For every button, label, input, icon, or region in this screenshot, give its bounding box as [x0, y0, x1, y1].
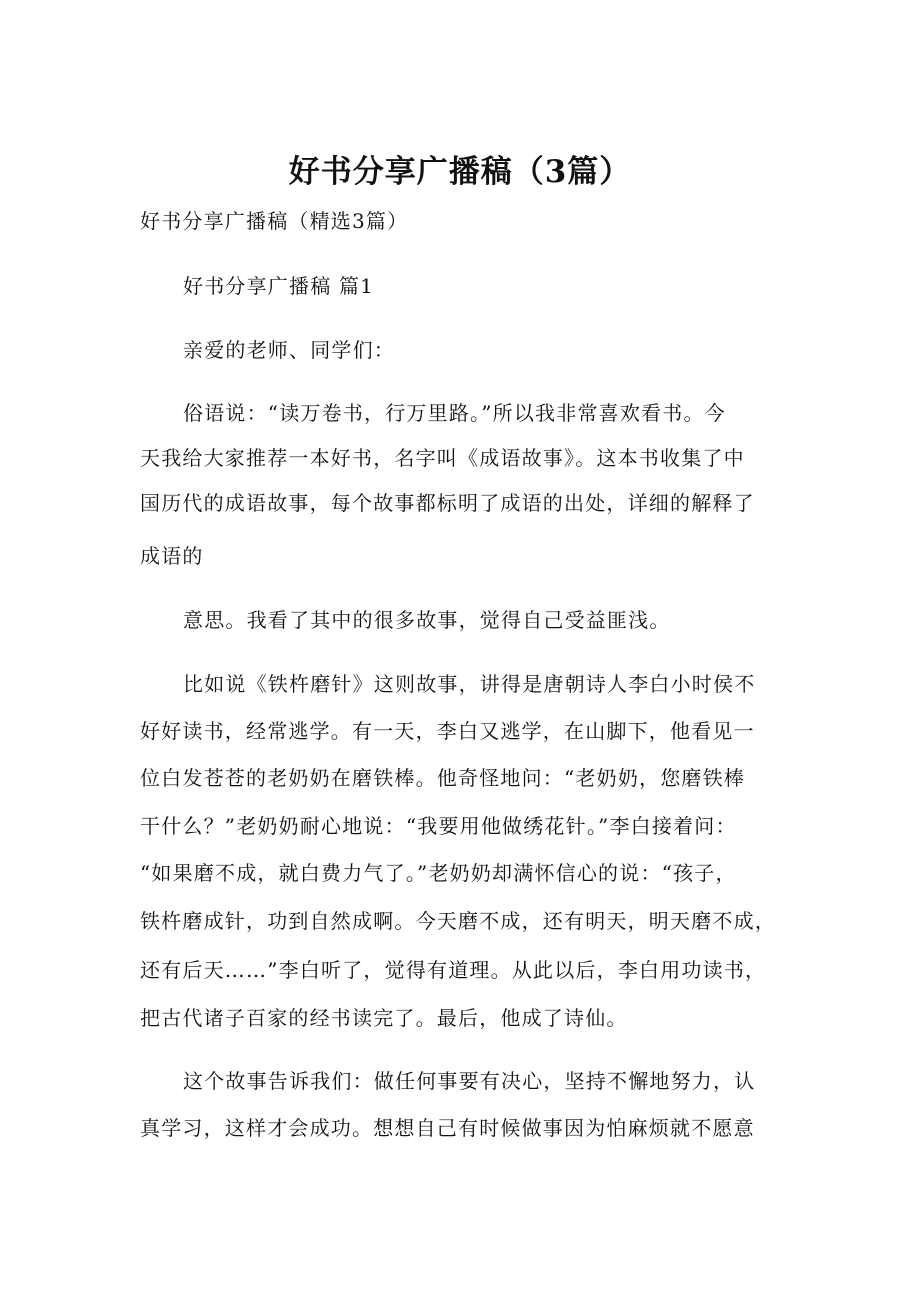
paragraph-line: 干什么？”老奶奶耐心地说：“我要用他做绣花针。”李白接着问： — [140, 814, 737, 838]
paragraph-line: 真学习，这样才会成功。想想自己有时候做事因为怕麻烦就不愿意 — [140, 1116, 755, 1140]
paragraph-line: 还有后天……”李白听了，觉得有道理。从此以后，李白用功读书， — [140, 958, 767, 982]
paragraph-line: “如果磨不成，就白费力气了。”老奶奶却满怀信心的说：“孩子， — [140, 861, 737, 885]
paragraph-line: 天我给大家推荐一本好书，名字叫《成语故事》。这本书收集了中 — [140, 446, 745, 470]
section-heading: 好书分享广播稿 篇1 — [183, 274, 375, 298]
paragraph-line: 把古代诸子百家的经书读完了。最后，他成了诗仙。 — [140, 1006, 628, 1030]
paragraph-line: 比如说《铁杵磨针》这则故事，讲得是唐朝诗人李白小时侯不 — [183, 672, 756, 696]
paragraph-line: 意思。我看了其中的很多故事，觉得自己受益匪浅。 — [183, 608, 671, 632]
paragraph-line: 成语的 — [140, 544, 204, 568]
document-subtitle: 好书分享广播稿（精选3篇） — [140, 209, 409, 233]
paragraph-line: 位白发苍苍的老奶奶在磨铁棒。他奇怪地问：“老奶奶，您磨铁棒 — [140, 766, 746, 790]
document-title: 好书分享广播稿（3篇） — [288, 154, 632, 190]
paragraph-line: 俗语说：“读万卷书，行万里路。”所以我非常喜欢看书。今 — [183, 401, 726, 425]
paragraph-line: 国历代的成语故事，每个故事都标明了成语的出处，详细的解释了 — [140, 491, 755, 515]
paragraph-line: 好好读书，经常逃学。有一天，李白又逃学，在山脚下，他看见一 — [140, 719, 755, 743]
paragraph-line: 这个故事告诉我们：做任何事要有决心，坚持不懈地努力，认 — [183, 1069, 756, 1093]
paragraph-line: 铁杵磨成针，功到自然成啊。今天磨不成，还有明天，明天磨不成， — [140, 909, 776, 933]
salutation: 亲爱的老师、同学们： — [183, 338, 395, 362]
